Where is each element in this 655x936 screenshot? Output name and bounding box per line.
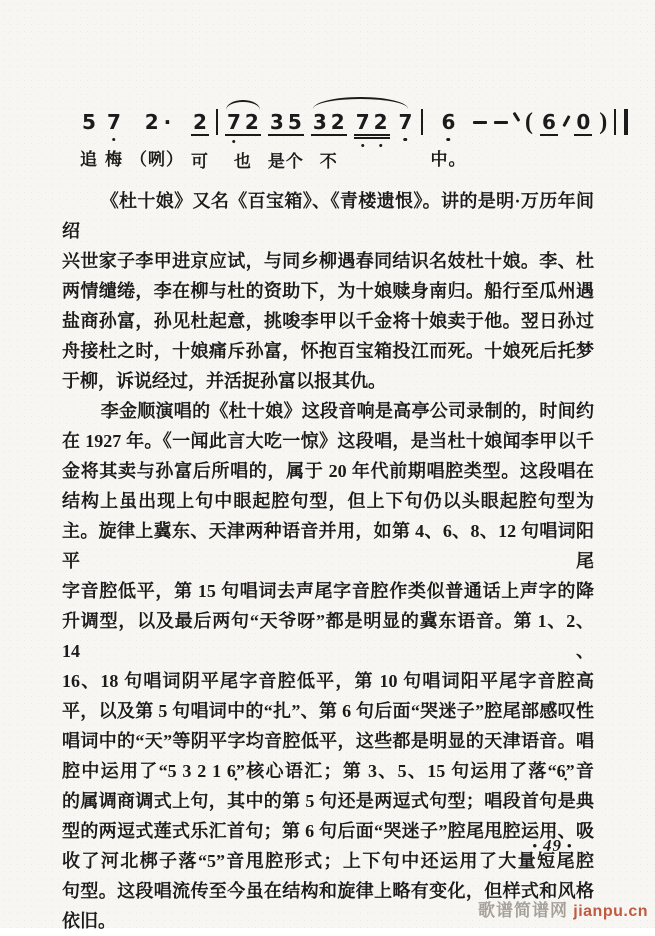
augmentation-dot: · (163, 110, 172, 134)
note-digit: 2 (373, 110, 388, 134)
music-note-group (268, 110, 304, 169)
note-digit: 6 (541, 110, 556, 134)
note-digit: 7 (227, 110, 241, 134)
duration-dash (494, 121, 508, 124)
music-note (574, 110, 592, 136)
lyric-syllable: 不 (319, 152, 338, 171)
lyric-syllable: 追 (80, 150, 98, 169)
note-digit: 2 (244, 110, 259, 134)
note-digit: 7 (398, 110, 413, 134)
music-note (540, 110, 558, 136)
text-line: 在 1927 年。《一闻此言大吃一惊》这段唱，是当杜十娘闻李甲以千 (62, 431, 594, 451)
watermark-site-name: 歌谱简谱网 (478, 901, 569, 920)
text-line: 于柳，诉说经过，并活捉孙富以报其仇。 (62, 371, 386, 391)
music-note-group (225, 110, 261, 169)
text-line: 字音腔低平，第 15 句唱词去声尾字音腔作类似普通话上声字的降 (62, 581, 594, 601)
duration-dash (473, 121, 487, 124)
text-line: 的属调商调式上句，其中的第 5 句还是两逗式句型；唱段首句是典 (62, 791, 594, 811)
note-digit: 3 (312, 110, 327, 134)
slash-mark (562, 115, 570, 127)
final-barline (614, 109, 628, 135)
slur-arc (313, 97, 409, 109)
lyric-syllable: 中。 (430, 150, 467, 169)
music-note-group (311, 110, 347, 169)
note-digit: 0 (576, 110, 591, 134)
text-line: 依旧。 (62, 911, 116, 931)
text-line: 平，以及第 5 句唱词中的“扎”、第 6 句后面“哭迷子”腔尾部感叹性 (62, 701, 594, 721)
text-line: 腔中运用了“5 3 2 1 6̣”核心语汇；第 3、5、15 句运用了落“6̣”音 (62, 761, 594, 781)
text-line: 收了河北梆子落“5”音甩腔形式；上下句中还运用了大量短尾腔 (62, 851, 594, 871)
watermark-site-url: jianpu.cn (573, 903, 648, 920)
text-line: 唱词中的“天”等阴平字均音腔低平，这些都是明显的天津语音。唱 (62, 731, 594, 751)
lyric-syllable: 是个 (267, 152, 304, 171)
lyric-syllable: （咧） (130, 150, 184, 169)
page-number (495, 836, 610, 856)
text-line: 16、18 句唱词阴平尾字音腔低平，第 10 句唱词阳平尾字音腔高 (62, 671, 594, 691)
text-line: 升调型，以及最后两句“天爷呀”都是明显的冀东语音。第 1、2、14、 (62, 611, 594, 661)
text-line: 盐商孙富，孙见杜起意，挑唆李甲以千金将十娘卖于他。翌日孙过 (62, 311, 594, 331)
music-note (105, 110, 123, 167)
music-note (191, 110, 209, 169)
breath-mark (513, 112, 520, 122)
barline (421, 109, 423, 135)
note-digit: 7 (355, 110, 370, 134)
note-digit: 2 (330, 110, 345, 134)
lyric-syllable: 梅 (105, 150, 123, 169)
page-number-dot-left: • (532, 838, 538, 853)
music-note-group (354, 110, 390, 136)
parenthesis: ) (599, 109, 608, 135)
music-notation (80, 110, 628, 180)
note-digit: 6 (441, 110, 456, 134)
note-digit: 7 (107, 110, 121, 134)
note-digit: 5 (287, 110, 302, 134)
page-number-value: 49 (543, 836, 562, 855)
note-digit: 5 (82, 110, 96, 134)
note-digit: 3 (269, 110, 284, 134)
lyric-syllable: 也 (233, 152, 252, 171)
text-line: 兴世家子李甲进京应试，与同乡柳遇春同结识名妓杜十娘。李、杜 (62, 251, 594, 271)
music-note (130, 110, 184, 167)
text-line: 舟接杜之时，十娘痛斥孙富，怀抱百宝箱投江而死。十娘死后托梦 (62, 341, 594, 361)
text-line: 李金顺演唱的《杜十娘》这段音响是高亭公司录制的，时间约 (100, 401, 594, 421)
note-digit: 2 (144, 110, 159, 134)
text-line: 主。旋律上冀东、天津两种语音并用，如第 4、6、8、12 句唱词阳平尾 (62, 521, 594, 571)
text-line: 两情缱绻，李在柳与杜的资助下，为十娘赎身南归。船行至瓜州遇 (62, 281, 594, 301)
music-note (397, 110, 415, 134)
body-text (62, 186, 594, 936)
text-line: 结构上虽出现上句中眼起腔句型，但上下句仍以头眼起腔句型为 (62, 491, 594, 511)
note-digit: 2 (193, 110, 207, 134)
lyric-syllable: 可 (191, 152, 209, 171)
music-note (430, 110, 466, 167)
text-line: 句型。这段唱流传至今虽在结构和旋律上略有变化，但样式和风格 (62, 881, 594, 901)
barline (216, 109, 218, 135)
watermark (478, 896, 648, 921)
page-number-dot-right: • (567, 838, 573, 853)
music-note (80, 110, 98, 167)
text-line: 《杜十娘》又名《百宝箱》、《青楼遗恨》。讲的是明·万历年间绍 (62, 191, 594, 241)
text-line: 型的两逗式莲式乐汇首句；第 6 句后面“哭迷子”腔尾甩腔运用、吸 (62, 821, 594, 841)
text-line: 金将其卖与孙富后所唱的，属于 20 年代前期唱腔类型。这段唱在 (62, 461, 594, 481)
parenthesis: ( (524, 109, 533, 135)
